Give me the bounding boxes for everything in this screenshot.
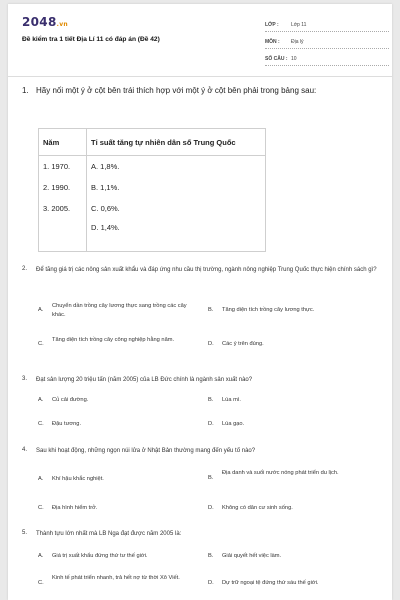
table-row: [39, 177, 266, 198]
option-letter: A.: [38, 307, 44, 313]
table-row: [39, 156, 266, 178]
option-b[interactable]: [208, 469, 362, 483]
option-letter: D.: [208, 421, 214, 427]
matching-table: [38, 128, 266, 252]
meta-value: Lớp 11: [291, 21, 307, 28]
question-number: 1.: [22, 86, 29, 95]
option-text: Lúa mì.: [222, 397, 241, 403]
option-text: Giá trị xuất khẩu đứng thứ tư thế giới.: [52, 553, 148, 559]
option-text: Tăng diện tích trồng cây công nghiệp hằng năm.: [52, 337, 175, 343]
option-d[interactable]: [208, 579, 362, 588]
option-text: Dự trữ ngoại tệ đứng thứ sáu thế giới.: [222, 580, 319, 586]
question-number: 5.: [22, 530, 28, 536]
option-b[interactable]: [208, 306, 362, 315]
option-letter: D.: [208, 580, 214, 586]
option-text: Tăng diện tích trồng cây lương thực.: [222, 307, 315, 313]
option-a[interactable]: [38, 475, 192, 484]
option-text: Kinh tế phát triển nhanh, trả hết nợ từ thời Xô Viết.: [52, 575, 180, 581]
document-page: [8, 4, 392, 600]
meta-value: Địa lý: [291, 38, 304, 45]
table-cell: B. 1,1%.: [87, 177, 266, 198]
option-text: Địa danh và suối nước nóng phát triển du lịch.: [222, 470, 339, 476]
option-b[interactable]: [208, 396, 362, 405]
option-letter: B.: [208, 553, 214, 559]
meta-key: MÔN :: [265, 38, 280, 45]
option-letter: B.: [208, 475, 214, 481]
option-d[interactable]: [208, 504, 362, 513]
option-c[interactable]: [38, 420, 192, 429]
option-letter: D.: [208, 505, 214, 511]
option-a[interactable]: [38, 396, 192, 405]
site-logo[interactable]: [22, 15, 68, 29]
table-cell: A. 1,8%.: [87, 156, 266, 178]
question-text: Đạt sản lượng 20 triệu tấn (năm 2005) của LB Đức chính là ngành sản xuất nào?: [36, 377, 253, 383]
question-number: 4.: [22, 447, 28, 453]
option-text: Lúa gạo.: [222, 421, 245, 427]
option-text: Đậu tương.: [52, 421, 82, 427]
option-text: Giải quyết hết việc làm.: [222, 553, 282, 559]
option-letter: B.: [208, 397, 214, 403]
option-text: Địa hình hiểm trở.: [52, 505, 98, 511]
question-number: 2.: [22, 266, 28, 272]
option-letter: C.: [38, 341, 44, 347]
table-cell: 3. 2005.: [39, 198, 87, 219]
meta-value: 10: [291, 55, 297, 62]
meta-key: SỐ CÂU :: [265, 55, 288, 62]
logo-suffix: .vn: [56, 21, 68, 28]
table-header-row: [39, 129, 266, 156]
document-meta: [265, 18, 389, 69]
document-title: Đề kiểm tra 1 tiết Địa Lí 11 có đáp án (Đề 42): [22, 36, 160, 43]
option-letter: A.: [38, 553, 44, 559]
table-cell: [39, 219, 87, 252]
option-text: Không có dân cư sinh sống.: [222, 505, 293, 511]
table-row: [39, 198, 266, 219]
table-cell: D. 1,4%.: [87, 219, 266, 252]
document-header: [8, 4, 392, 64]
header-divider: [8, 76, 392, 77]
option-letter: C.: [38, 580, 44, 586]
option-d[interactable]: [208, 340, 362, 349]
option-c[interactable]: [38, 504, 192, 513]
option-text: Chuyển dần trồng cây lương thực sang trồng các cây khác.: [52, 303, 187, 318]
option-letter: C.: [38, 421, 44, 427]
question-text: Hãy nối một ý ở cột bên trái thích hợp với một ý ở cột bên phải trong bảng sau:: [36, 86, 317, 95]
question-text: Để tăng giá trị các nông sản xuất khẩu và đáp ứng nhu cầu thị trường, ngành nông nghiệp Trung Quốc thực hiện chính sách gì?: [36, 267, 377, 273]
meta-question-count: [265, 52, 389, 66]
question-number: 3.: [22, 376, 28, 382]
table-cell: 2. 1990.: [39, 177, 87, 198]
question-text: Sau khi hoạt động, những ngọn núi lửa ở Nhật Bản thường mang đến yếu tố nào?: [36, 448, 256, 454]
table-row: [39, 219, 266, 252]
option-b[interactable]: [208, 552, 362, 561]
option-text: Củ cải đường.: [52, 397, 89, 403]
option-letter: D.: [208, 341, 214, 347]
option-c[interactable]: [38, 574, 192, 588]
option-a[interactable]: [38, 552, 192, 561]
question-text: Thành tựu lớn nhất mà LB Nga đạt được năm 2005 là:: [36, 531, 182, 537]
table-header-rate: Tỉ suất tăng tự nhiên dân số Trung Quốc: [87, 129, 266, 156]
table-header-year: Năm: [39, 129, 87, 156]
option-a[interactable]: [38, 302, 192, 319]
option-letter: A.: [38, 476, 44, 482]
meta-key: LỚP :: [265, 21, 279, 28]
option-d[interactable]: [208, 420, 362, 429]
logo-main: 2048: [22, 15, 57, 29]
option-text: Các ý trên đúng.: [222, 341, 264, 347]
option-text: Khí hậu khắc nghiệt.: [52, 476, 104, 482]
option-letter: A.: [38, 397, 44, 403]
meta-class: [265, 18, 389, 32]
option-letter: C.: [38, 505, 44, 511]
table-cell: C. 0,6%.: [87, 198, 266, 219]
option-letter: B.: [208, 307, 214, 313]
option-c[interactable]: [38, 336, 192, 349]
table-cell: 1. 1970.: [39, 156, 87, 178]
meta-subject: [265, 35, 389, 49]
